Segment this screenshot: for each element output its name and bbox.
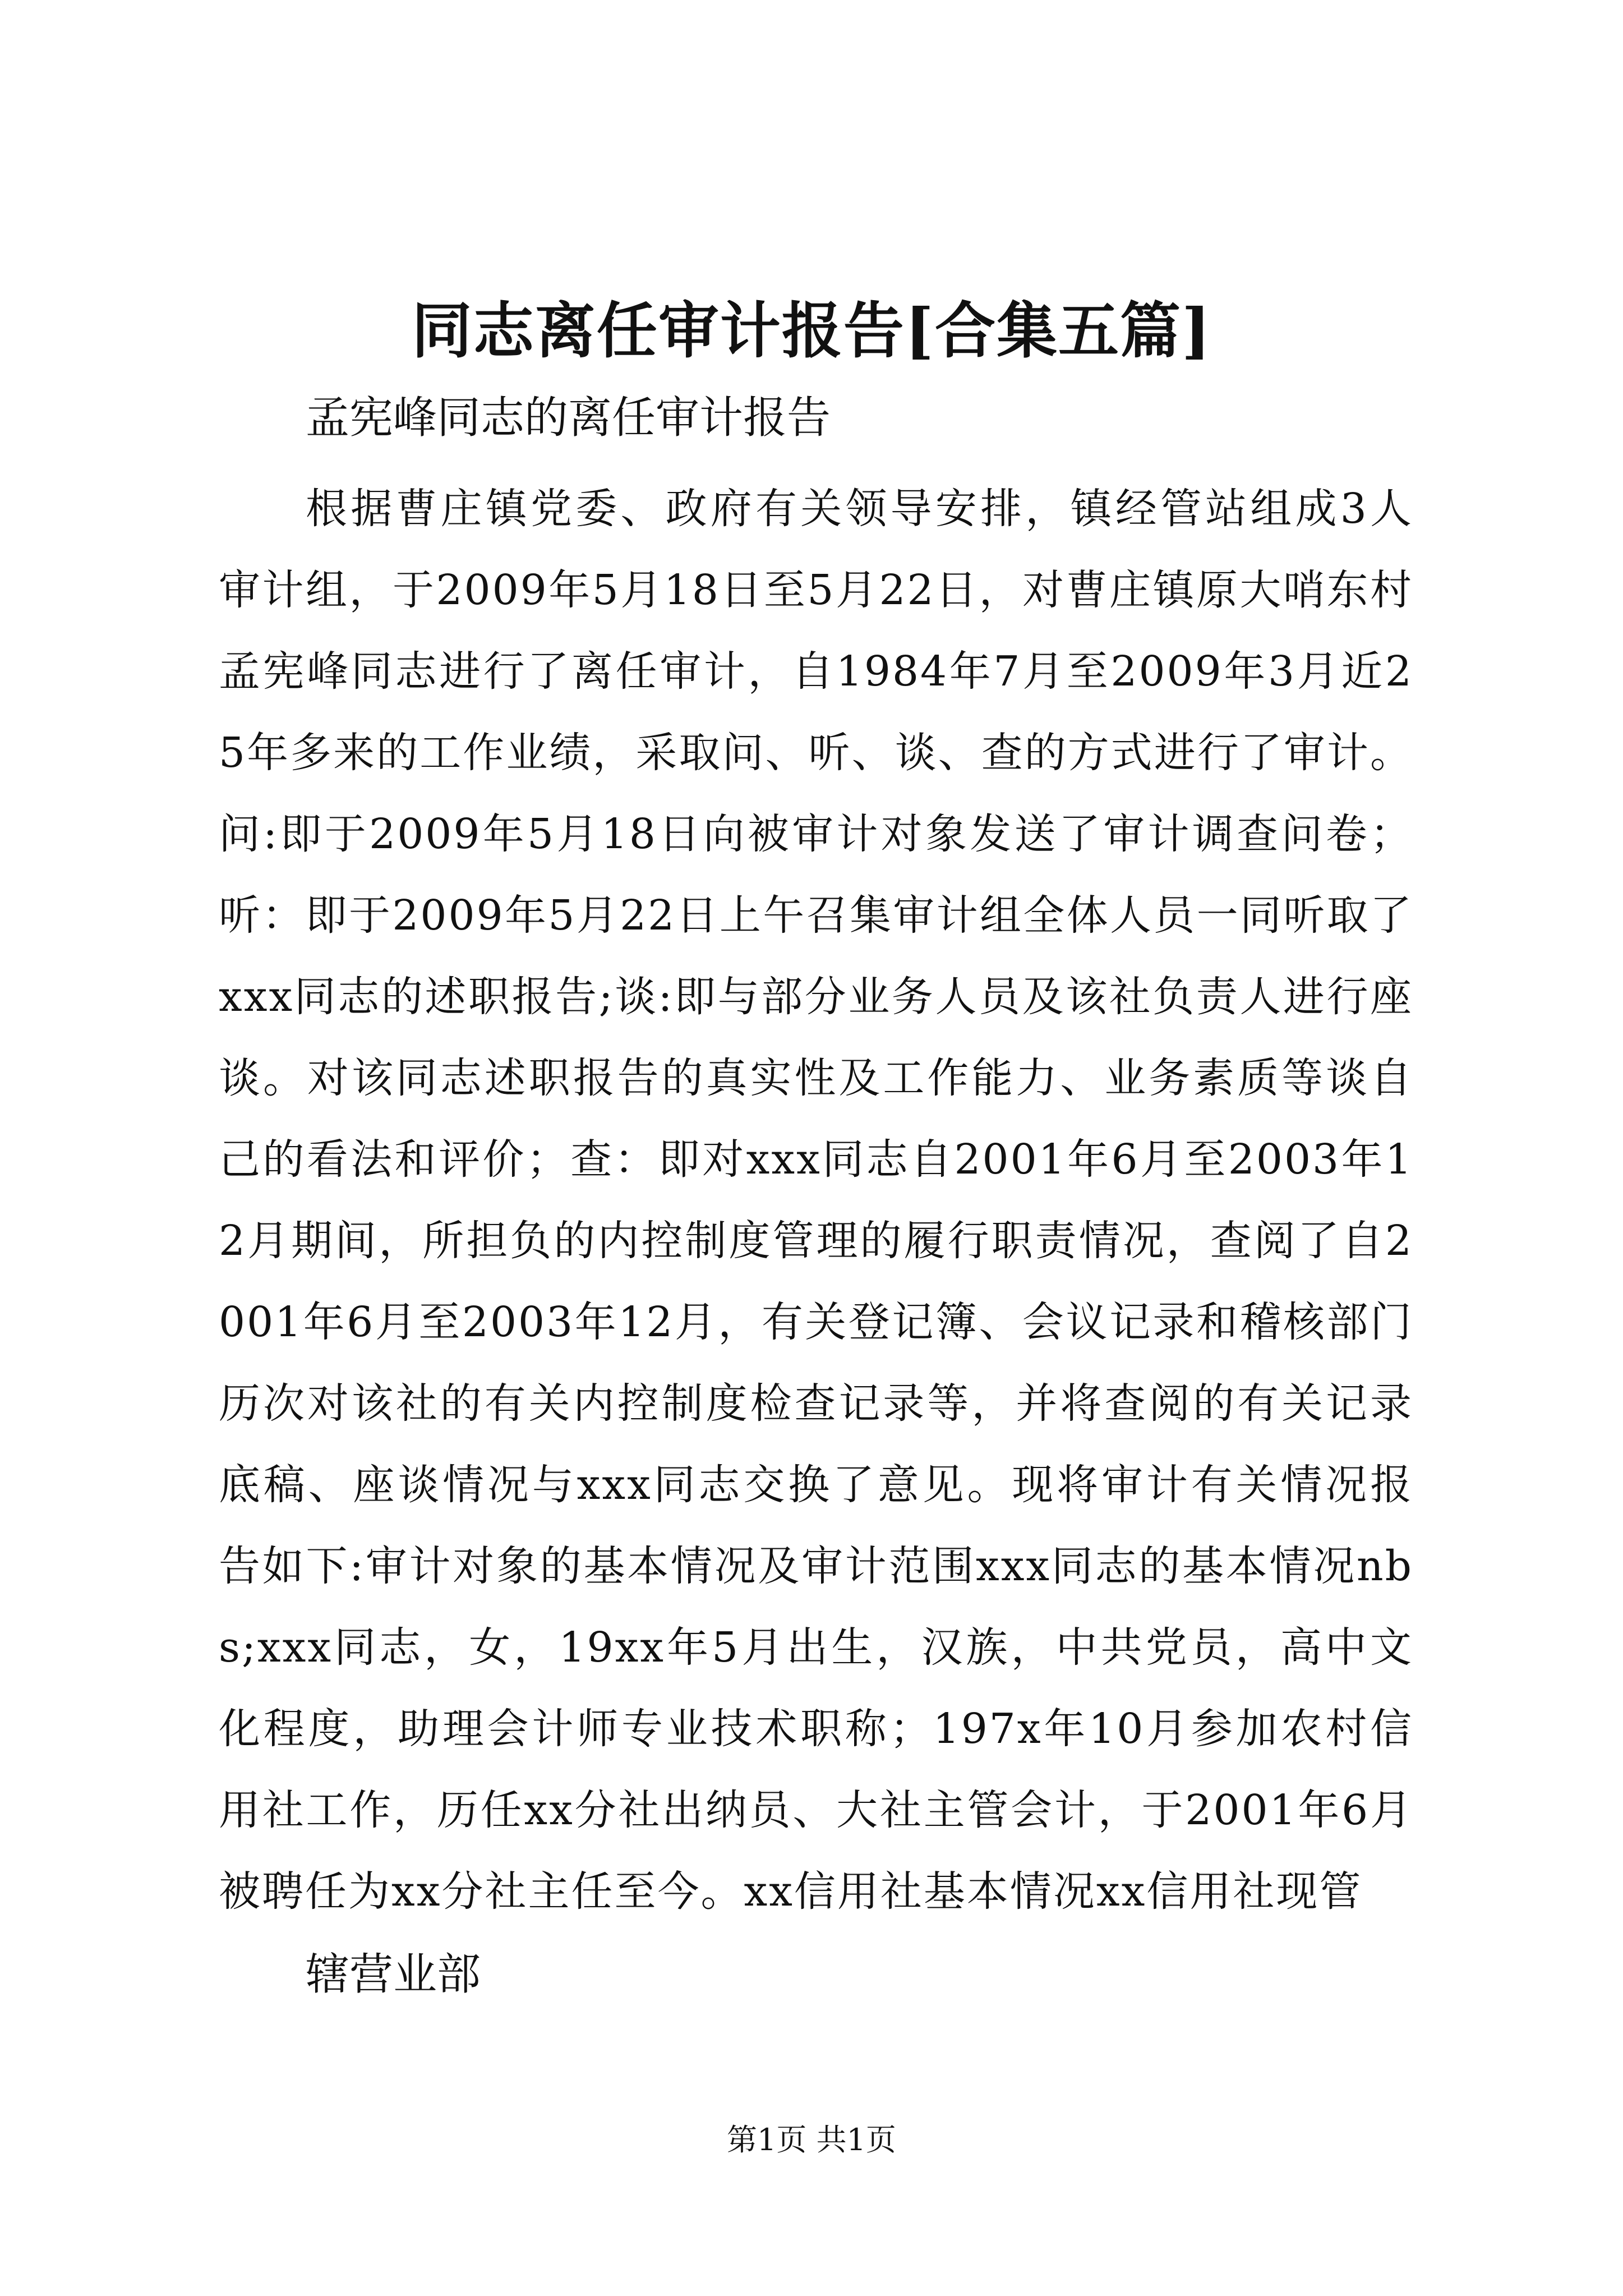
body-paragraph: 根据曹庄镇党委、政府有关领导安排，镇经管站组成3人审计组，于2009年5月18日至5月22日，对曹庄镇原大哨东村孟宪峰同志进行了离任审计，自1984年7月至2009年3月近25年多来的工作业绩，采取问、听、谈、查的方式进行了审计。问:即于2009年5月18日向被审计对象发送了审计调查问卷；听：即于2009年5月22日上午召集审计组全体人员一同听取了xxx同志的述职报告;谈:即与部分业务人员及该社负责人进行座谈。对该同志述职报告的真实性及工作能力、业务素质等谈自己的看法和评价；查：即对xxx同志自2001年6月至2003年12月期间，所担负的内控制度管理的履行职责情况，查阅了自2001年6月至2003年12月，有关登记簿、会议记录和稽核部门历次对该社的有关内控制度检查记录等，并将查阅的有关记录底稿、座谈情况与xxx同志交换了意见。现将审计有关情况报告如下:审计对象的基本情况及审计范围xxx同志的基本情况nbs;xxx同志，女，19xx年5月出生，汉族，中共党员，高中文化程度，助理会计师专业技术职称；197x年10月参加农村信用社工作，历任xx分社出纳员、大社主管会计，于2001年6月被聘任为xx分社主任至今。xx信用社基本情况xx信用社现管 <box>219 485 1413 1916</box>
page-footer: 第1页 共1页 <box>727 2122 896 2157</box>
document-subtitle: 孟宪峰同志的离任审计报告 <box>306 393 831 443</box>
tail-paragraph: 辖营业部 <box>306 1949 481 2000</box>
document-title: 同志离任审计报告[合集五篇] <box>411 296 1212 366</box>
